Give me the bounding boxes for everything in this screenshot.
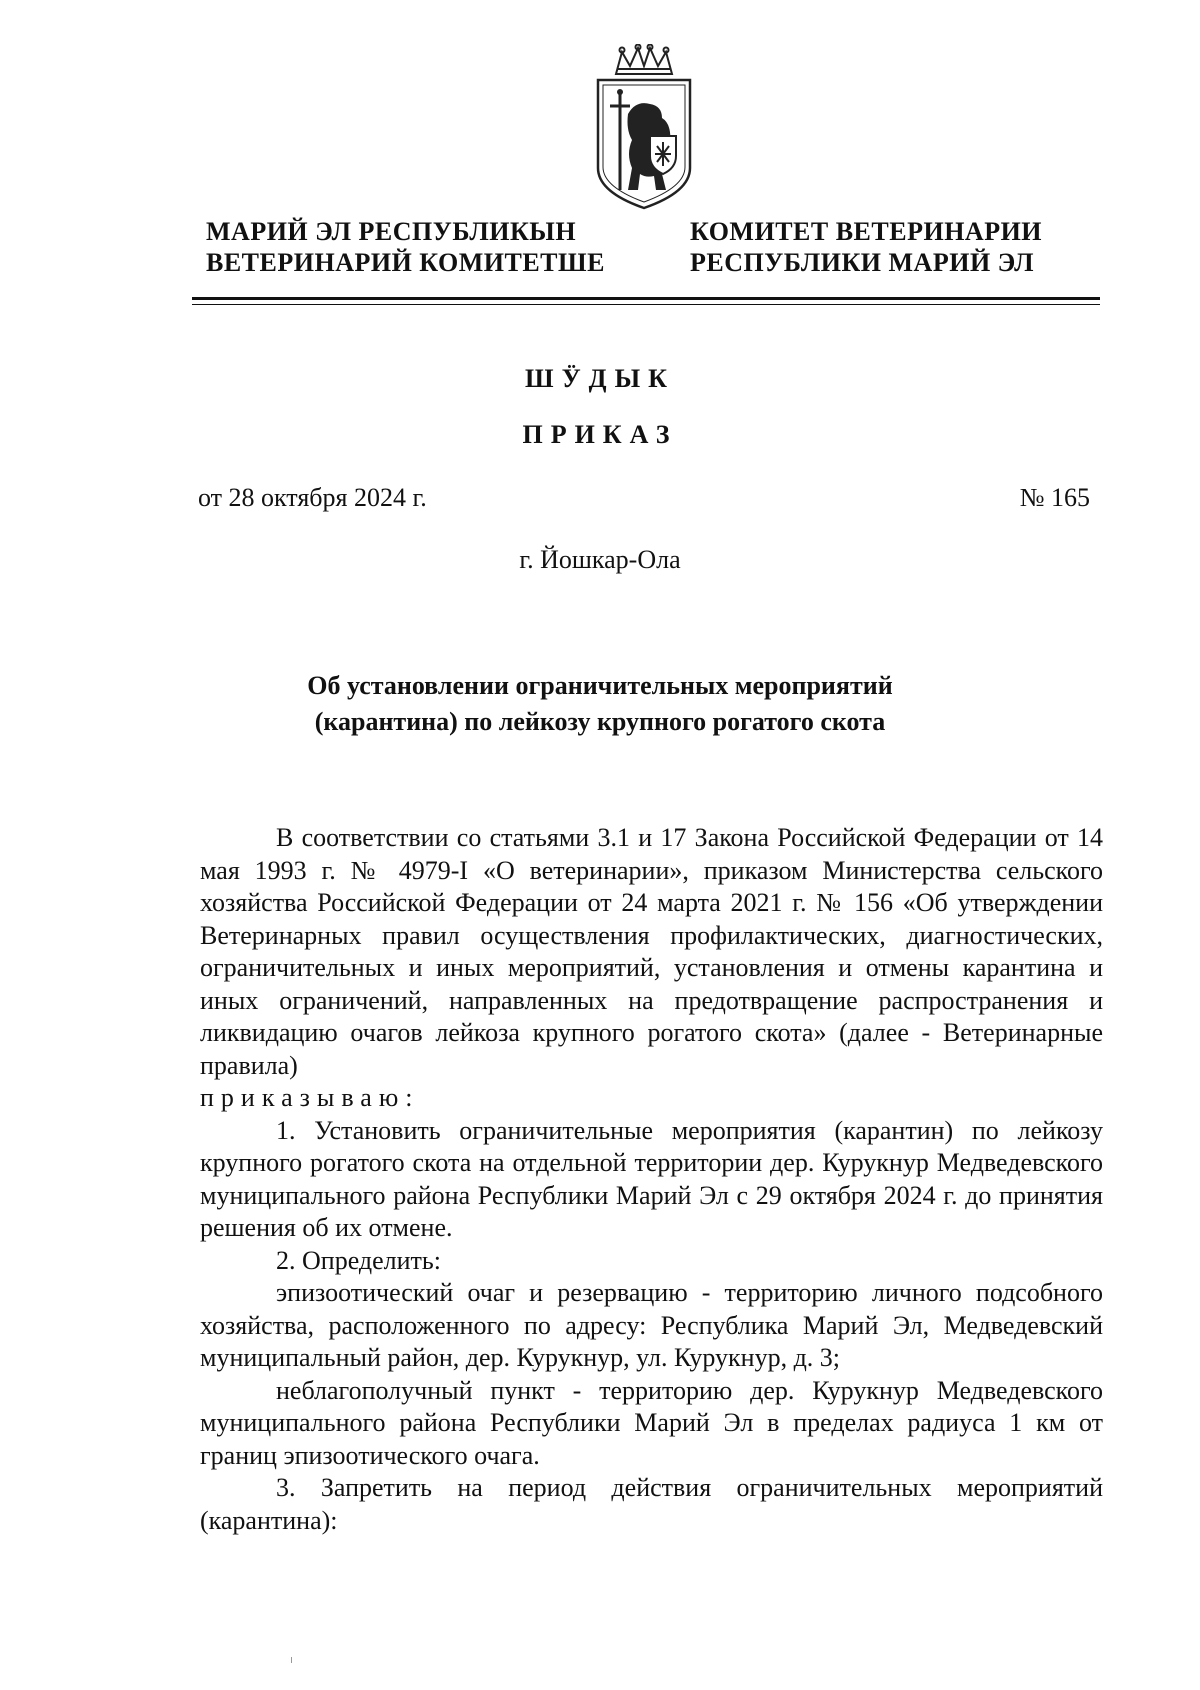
item-3-paragraph: 3. Запретить на период действия ограничительных мероприятий (карантина):	[200, 1473, 1103, 1535]
header-divider-thick	[192, 297, 1100, 300]
header-left-line2: ВЕТЕРИНАРИЙ КОМИТЕТШЕ	[206, 248, 605, 277]
order-subject	[0, 668, 1200, 740]
scan-mark	[291, 1657, 292, 1663]
order-body	[200, 822, 1103, 1537]
order-city: г. Йошкар-Ола	[519, 545, 681, 574]
item-2b-paragraph: неблагополучный пункт - территорию дер. Курукнур Медведевского муниципального района Республики Марий Эл в пределах радиуса 1 км от границ эпизоотического очага.	[200, 1375, 1103, 1470]
header-divider-thin	[192, 304, 1100, 305]
coat-of-arms-emblem	[592, 44, 696, 212]
item-1-paragraph: 1. Установить ограничительные мероприятия (карантин) по лейкозу крупного рогатого скота на отдельной территории дер. Курукнур Медведевского муниципального района Республики Марий Эл с 29 октября 2024 г. до принятия решения об их отмене.	[200, 1115, 1103, 1242]
doc-type-mari: ШӰДЫК	[525, 364, 675, 393]
header-right-line2: РЕСПУБЛИКИ МАРИЙ ЭЛ	[690, 248, 1035, 277]
subject-line1: Об установлении ограничительных мероприятий	[307, 671, 893, 700]
header-left-line1: МАРИЙ ЭЛ РЕСПУБЛИКЫН	[206, 217, 577, 246]
item-2a-paragraph: эпизоотический очаг и резервацию - территорию личного подсобного хозяйства, расположенного по адресу: Республика Марий Эл, Медведевский муниципальный район, дер. Курукнур, ул. Курукнур, д. 3;	[200, 1278, 1103, 1372]
doc-type-russian: ПРИКАЗ	[522, 420, 678, 449]
order-word: приказываю:	[200, 1083, 420, 1112]
header-right	[690, 216, 1042, 278]
item-2-paragraph: 2. Определить:	[276, 1245, 441, 1275]
subject-line2: (карантина) по лейкозу крупного рогатого скота	[314, 707, 886, 736]
preamble-paragraph: В соответствии со статьями 3.1 и 17 Закона Российской Федерации от 14 мая 1993 г. № 4979-I «О ветеринарии», приказом Министерства сельского хозяйства Российской Федерации от 24 марта 2021 г. № 156 «Об утверждении Ветеринарных правил осуществления профилактических, диагностических, ограничительных и иных мероприятий, установления и отмены карантина и иных ограничений, направленных на предотвращение распространения и ликвидацию очагов лейкоза крупного рогатого скота» (далее - Ветеринарные правила)	[200, 823, 1103, 1080]
header-left	[206, 216, 605, 278]
order-date: от 28 октября 2024 г.	[198, 483, 427, 512]
header-right-line1: КОМИТЕТ ВЕТЕРИНАРИИ	[690, 217, 1043, 246]
order-number: № 165	[1019, 483, 1090, 512]
